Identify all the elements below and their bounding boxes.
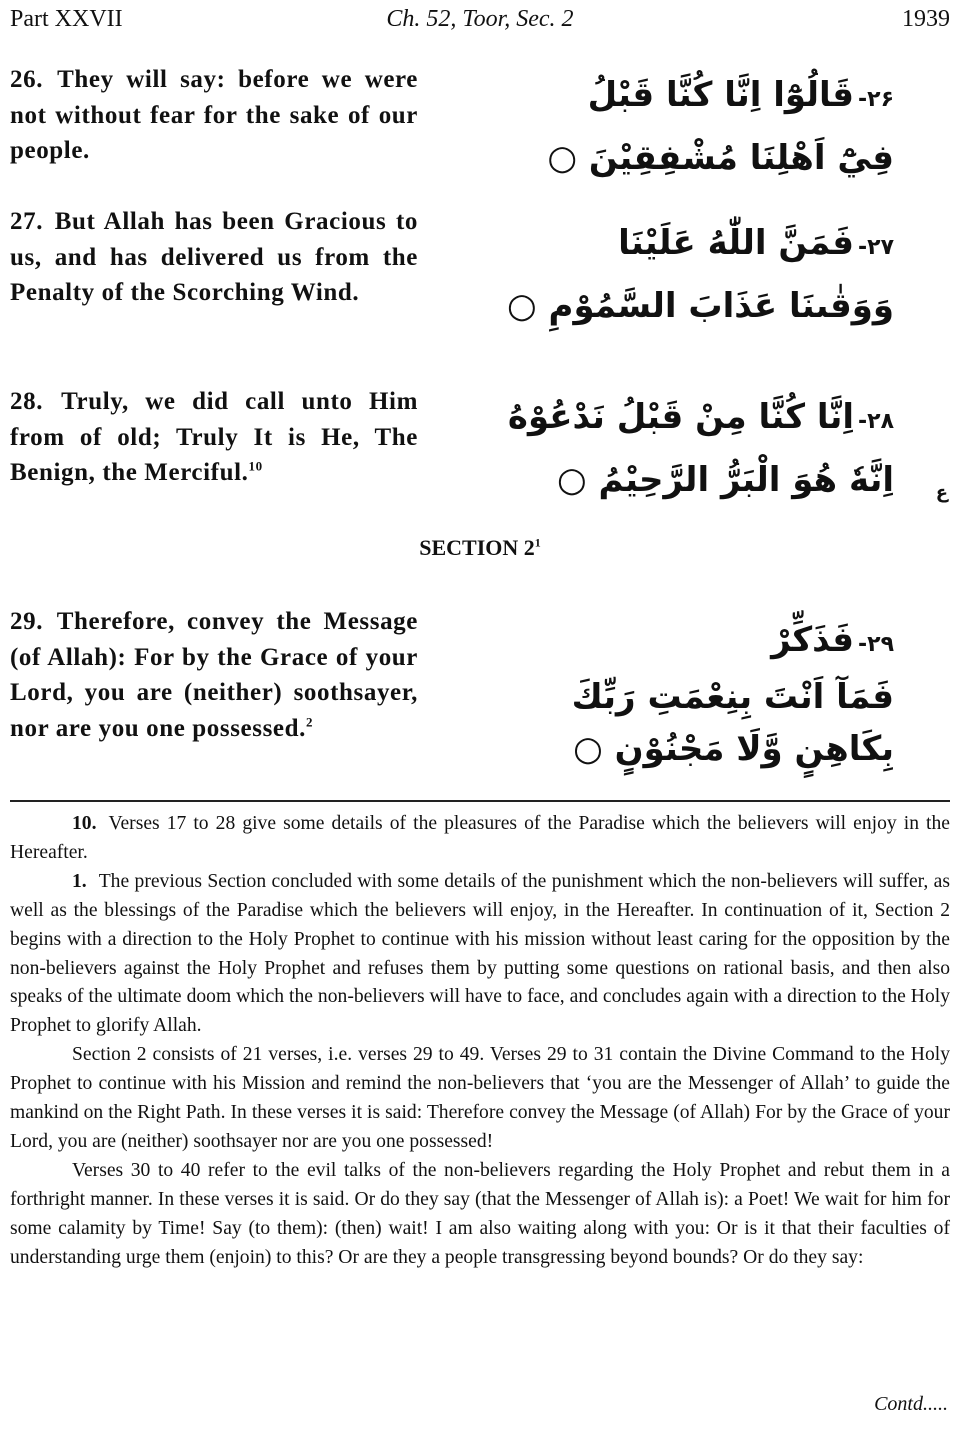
footnote-text: The previous Section concluded with some details of the punishment which the non-believers will suffer, as well as the blessings of the Paradise which the believers will enjoy, in the Hereafter. In continuation of it, Section 2 begins with a direction to the Holy Prophet to continue with his mission without least caring for the opposition by the non-believers against the Holy Prophet and refuses them by putting some questions on rational basis, and then also speaks of the ultimate doom which the non-believers will have to face, and concludes again with a direction to the Holy Prophet to glorify Allah. (10, 870, 950, 1037)
verse-translation (10, 604, 418, 746)
verse-number: 27. (10, 208, 44, 235)
verse-text: Therefore, convey the Message (of Allah): For by the Grace of your Lord, you are (neither) soothsayer, nor are you one possessed. (10, 608, 418, 742)
arabic-line: وَوَقٰىنَا عَذَابَ السَّمُوْمِ ○ (507, 286, 894, 326)
page-number: 1939 (902, 6, 950, 32)
arabic-line: اِنَّهٗ هُوَ الْبَرُّ الرَّحِيْمُ ○ (556, 460, 894, 500)
arabic-verse (494, 66, 894, 187)
verse-translation (10, 62, 418, 169)
arabic-line: فِيْٓ اَهْلِنَا مُشْفِقِيْنَ ○ (547, 138, 894, 178)
arabic-line: ۲۶-قَالُوْٓا اِنَّا كُنَّا قَبْلُ (587, 75, 894, 115)
arabic-verse-number: ۲۹- (858, 632, 894, 657)
verse-translation (10, 384, 418, 491)
arabic-line: ۲۷-فَمَنَّ اللّٰهُ عَلَيْنَا (618, 223, 894, 263)
arabic-verse (494, 214, 894, 335)
verse-number: 26. (10, 66, 44, 93)
page-header (0, 0, 960, 40)
arabic-line: بِكَاهِنٍ وَّلَا مَجْنُوْنٍ ○ (573, 729, 894, 769)
section-title-text: SECTION 2 (419, 535, 535, 560)
footnote-ref: 2 (305, 714, 314, 730)
continued-label: Contd..... (874, 1393, 948, 1415)
footnote-divider (10, 800, 950, 802)
footnote-paragraph (10, 1157, 950, 1273)
footnote-text: Verses 17 to 28 give some details of the pleasures of the Paradise which the believers will enjoy in the Hereafter. (10, 813, 950, 863)
footnote (10, 868, 950, 1041)
footnote-text: Section 2 consists of 21 verses, i.e. verses 29 to 49. Verses 29 to 31 contain the Divine Command to the Holy Prophet to continue with his Mission and remind the non-believers that ‘you are the Messenger of Allah’ to guide the mankind on the Right Path. In these verses it is said: Therefore convey the Message (of Allah) For by the Grace of your Lord, you are (neither) soothsayer nor are you one possessed! (10, 1044, 950, 1152)
footnote-number: 10. (72, 813, 97, 834)
verse-translation (10, 204, 418, 311)
footnote-ref: 10 (248, 458, 263, 474)
arabic-line: فَمَآ اَنْتَ بِنِعْمَتِ رَبِّكَ (571, 677, 894, 717)
footnote-text: Verses 30 to 40 refer to the evil talks of the non-believers regarding the Holy Prophet and rebut them in a forthright manner. In these verses it is said. Or do they say (that the Messenger of Allah is): a Poet! We wait for him for some calamity by Time! Say (to them): (then) wait! I am also waiting along with you: Or is it that their faculties of understanding urge them (enjoin) to this? Or are they a people transgressing beyond bounds? Or do they say: (10, 1159, 950, 1268)
verse-text: Truly, we did call unto Him from of old; Truly It is He, The Benign, the Merciful. (10, 388, 418, 486)
arabic-line: ۲۹-فَذَكِّرْ (771, 620, 894, 660)
verse-text: But Allah has been Gracious to us, and has delivered us from the Penalty of the Scorching Wind. (10, 208, 418, 306)
chapter-label: Ch. 52, Toor, Sec. 2 (386, 6, 574, 32)
arabic-verse-number: ۲۸- (858, 409, 894, 434)
verse-number: 28. (10, 388, 44, 415)
footnotes (10, 810, 950, 1273)
footnote-number: 1. (72, 870, 87, 892)
section-title (0, 535, 960, 561)
verse-text: They will say: before we were not without fear for the sake of our people. (10, 66, 418, 164)
verse-number: 29. (10, 608, 44, 635)
footnote-ref: 1 (534, 535, 541, 550)
arabic-verse-number: ۲۷- (858, 235, 894, 260)
footnote (10, 810, 950, 868)
arabic-verse (494, 388, 894, 509)
arabic-line: ۲۸-اِنَّا كُنَّا مِنْ قَبْلُ نَدْعُوْهُ (507, 397, 894, 437)
ruku-mark: ع (935, 482, 948, 503)
arabic-verse (494, 614, 894, 775)
part-label: Part XXVII (10, 6, 123, 32)
footnote-paragraph (10, 1041, 950, 1157)
arabic-verse-number: ۲۶- (858, 87, 894, 112)
